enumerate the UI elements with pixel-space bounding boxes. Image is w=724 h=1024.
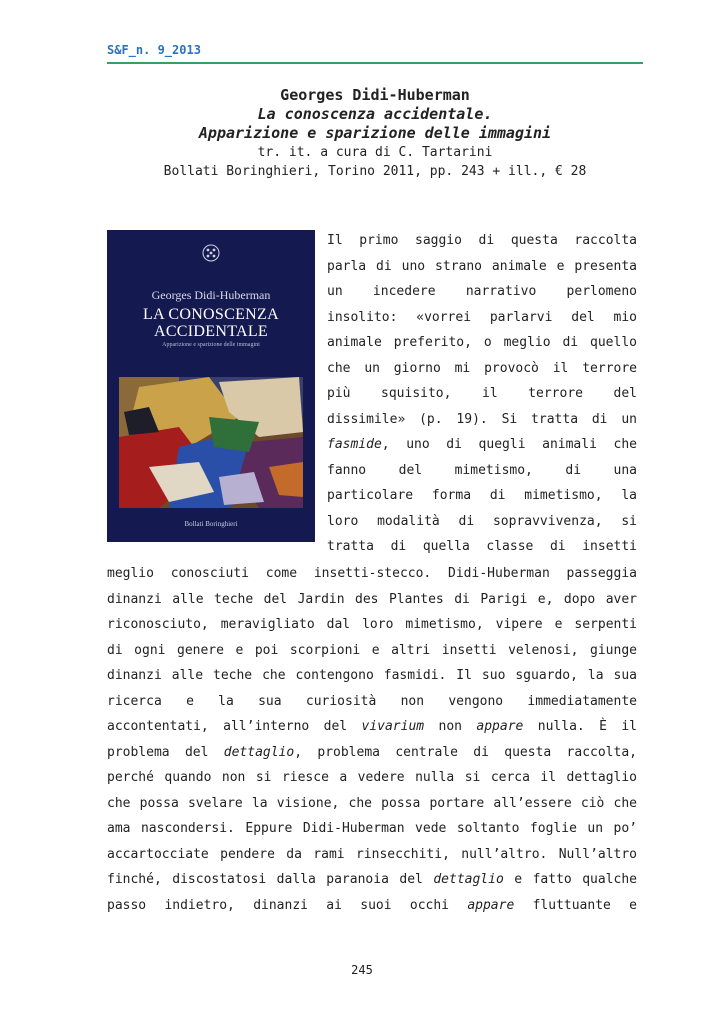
text-line — [107, 893, 637, 919]
text-segment: dinanzi alle teche che contengono fasmidi. Il suo sguardo, la sua — [107, 668, 637, 683]
body-text-narrow — [327, 228, 637, 560]
text-line — [327, 534, 637, 560]
cover-author: Georges Didi-Huberman — [151, 288, 271, 302]
text-segment: di ogni genere e poi scorpioni e altri insetti velenosi, giunge — [107, 642, 637, 658]
running-head: S&F_n. 9_2013 — [107, 43, 201, 57]
text-segment: più squisito, il terrore del — [327, 386, 637, 401]
text-segment: particolare forma di mimetismo, la — [327, 488, 637, 503]
text-line — [327, 509, 637, 535]
text-line — [327, 279, 637, 305]
text-line — [107, 587, 637, 613]
text-segment: che un giorno mi provocò il terrore — [327, 360, 637, 376]
text-segment: parla di uno strano animale e presenta — [327, 258, 637, 274]
cover-painting — [119, 377, 303, 508]
italic-term: appare — [476, 719, 524, 734]
text-segment: nulla. È il — [523, 719, 637, 734]
book-cover-image — [107, 230, 315, 542]
review-title-line2: Apparizione e sparizione delle immagini — [198, 124, 552, 142]
text-line — [107, 612, 637, 638]
text-line — [107, 638, 637, 664]
text-segment: e fatto qualche — [503, 872, 637, 887]
text-segment: meglio conosciuti come insetti-stecco. Didi-Huberman passeggia — [107, 566, 637, 581]
italic-term: vivarium — [361, 719, 425, 734]
text-segment: loro modalità di sopravvivenza, si — [327, 513, 637, 529]
text-segment: fluttuante e — [514, 897, 637, 913]
text-segment: un incedere narrativo perlomeno — [327, 284, 637, 299]
text-line — [327, 305, 637, 331]
text-line — [327, 381, 637, 407]
text-segment: dissimile» (p. 19). Si tratta di un — [327, 411, 637, 427]
text-line — [327, 432, 637, 458]
text-line — [107, 561, 637, 587]
text-segment: riconosciuto, meravigliato dal loro mimetismo, vipere e serpenti — [107, 617, 637, 632]
review-translation: tr. it. a cura di C. Tartarini — [257, 145, 493, 160]
text-segment: insolito: «vorrei parlarvi del mio — [327, 309, 637, 325]
bibliographic-heading — [107, 86, 643, 181]
text-segment: finché, discostatosi dalla paranoia del — [107, 872, 434, 887]
body-text-wide — [107, 561, 637, 918]
cover-title — [107, 306, 315, 340]
text-line — [107, 740, 637, 766]
italic-term: appare — [467, 897, 515, 913]
header-rule — [107, 62, 643, 64]
review-author: Georges Didi-Huberman — [280, 86, 470, 104]
cover-subtitle: Apparizione e sparizione delle immagini — [162, 342, 260, 348]
text-line — [107, 765, 637, 791]
text-line — [327, 483, 637, 509]
text-segment: dinanzi alle teche del Jardin des Plantes di Parigi e, dopo aver — [107, 591, 637, 607]
text-line — [327, 458, 637, 484]
review-title-line1: La conoscenza accidentale. — [257, 105, 493, 123]
text-line — [107, 663, 637, 689]
text-segment: animale preferito, o meglio di quello — [327, 335, 637, 350]
italic-term: dettaglio — [433, 872, 504, 887]
text-segment: passo indietro, dinanzi ai suoi occhi — [107, 897, 468, 913]
text-line — [107, 842, 637, 868]
text-line — [327, 254, 637, 280]
text-line — [107, 689, 637, 715]
text-segment: ricerca e la sua curiosità non vengono immediatamente — [107, 693, 637, 709]
text-segment: accartocciate pendere da rami rinsecchiti, null’altro. Null’altro — [107, 846, 637, 862]
text-segment: ama nascondersi. Eppure Didi-Huberman vede soltanto foglie un po’ — [107, 821, 637, 836]
text-line — [107, 816, 637, 842]
text-segment: fanno del mimetismo, di una — [327, 462, 637, 478]
text-line — [327, 407, 637, 433]
review-publication: Bollati Boringhieri, Torino 2011, pp. 243 + ill., € 28 — [163, 164, 587, 179]
text-segment: tratta di quella classe di insetti — [327, 539, 637, 554]
text-line — [327, 330, 637, 356]
cover-title-line2: ACCIDENTALE — [153, 323, 268, 340]
publisher-logo-icon — [202, 244, 220, 262]
text-line — [107, 867, 637, 893]
text-segment: Il primo saggio di questa raccolta — [327, 233, 637, 248]
text-segment: che possa svelare la visione, che possa portare all’essere ciò che — [107, 795, 637, 811]
text-line — [327, 228, 637, 254]
text-line — [327, 356, 637, 382]
text-segment: perché quando non si riesce a vedere nulla si cerca il dettaglio — [107, 770, 637, 785]
text-segment: non — [424, 719, 477, 734]
cover-title-line1: LA CONOSCENZA — [143, 306, 279, 323]
text-segment: , problema centrale di questa raccolta, — [294, 744, 637, 760]
italic-term: dettaglio — [223, 744, 295, 760]
text-segment: problema del — [107, 744, 224, 760]
text-segment: accontentati, all’interno del — [107, 719, 362, 734]
cover-publisher: Bollati Boringhieri — [184, 520, 238, 528]
text-line — [107, 714, 637, 740]
text-segment: , uno di quegli animali che — [381, 437, 637, 452]
page-number: 245 — [351, 963, 373, 977]
italic-term: fasmide — [327, 437, 382, 452]
text-line — [107, 791, 637, 817]
